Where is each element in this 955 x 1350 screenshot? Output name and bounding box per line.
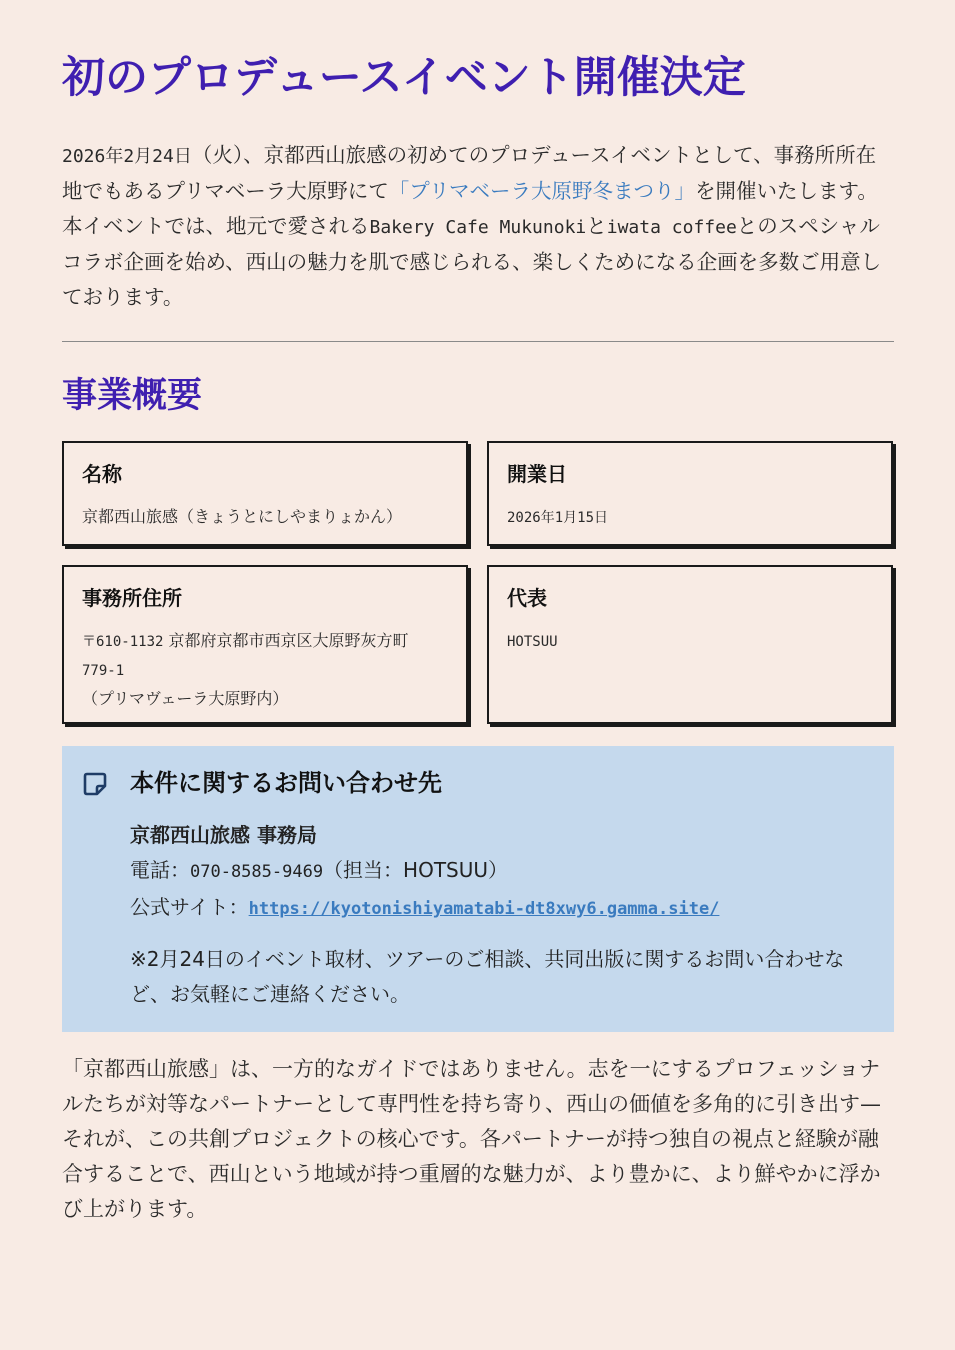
info-card-representative [487, 565, 893, 724]
section-divider [62, 341, 894, 342]
address-text: 京都府京都市西京区大原野灰方町 [168, 631, 409, 650]
intro-text-4: とのスペシャルコラボ企画を始め、西山の魅力を肌で感じられる、楽しくためになる企画を多数ご用意しております。 [62, 214, 882, 309]
card-value: 京都西山旅感（きょうとにしやまりょかん） [82, 507, 403, 526]
contact-office: 京都西山旅感 事務局 [130, 823, 317, 847]
intro-text-2: を開催いたします。本イベントでは、地元で愛される [62, 179, 878, 238]
phone-label: 電話： [130, 858, 190, 882]
info-card-opening-date [487, 441, 893, 546]
phone-number[interactable]: 070-8585-9469 [190, 862, 324, 882]
overview-heading: 事業概要 [62, 376, 203, 416]
phone-contact-person: （担当：HOTSUU） [323, 858, 509, 882]
partner-bakery: Bakery Cafe Mukunoki [369, 217, 587, 238]
address-number: 779-1 [82, 663, 125, 679]
event-name-link[interactable]: 「プリマベーラ大原野冬まつり」 [388, 179, 696, 203]
contact-note: ※2月24日のイベント取材、ツアーのご相談、共同出版に関するお問い合わせなど、お気軽にご連絡ください。 [130, 947, 845, 1006]
partner-coffee: iwata coffee [606, 217, 737, 238]
card-label: 事務所住所 [82, 586, 182, 610]
intro-date: 2026年2月24日 [62, 146, 192, 167]
closing-paragraph: 「京都西山旅感」は、一方的なガイドではありません。志を一にするプロフェッショナルたちが対等なパートナーとして専門性を持ち寄り、西山の価値を多角的に引き出す—それが、この共創プロジェクトの核心です。各パートナーが持つ独自の視点と経験が融合することで、西山という地域が持つ重層的な魅力が、より豊かに、より鮮やかに浮かび上がります。 [62, 1057, 881, 1221]
card-value: HOTSUU [507, 634, 558, 650]
page-title: 初のプロデュースイベント開催決定 [62, 53, 746, 103]
card-value: 2026年1月15日 [507, 510, 609, 526]
card-label: 代表 [507, 586, 547, 610]
official-site-link[interactable]: https://kyotonishiyamatabi-dt8xwy6.gamma.site/ [248, 899, 720, 919]
contact-callout [62, 746, 894, 1032]
info-card-address [62, 565, 468, 724]
card-label: 開業日 [507, 462, 567, 486]
intro-text-1: （火）、京都西山旅感の初めてのプロデュースイベントとして、事務所所在地でもあるプリマベーラ大原野にて [62, 143, 877, 203]
intro-paragraph [62, 138, 894, 315]
contact-phone-line [130, 853, 870, 890]
contact-heading: 本件に関するお問い合わせ先 [130, 769, 442, 797]
site-label: 公式サイト： [130, 895, 249, 919]
info-card-name [62, 441, 468, 546]
card-label: 名称 [82, 462, 122, 486]
intro-text-3: と [586, 214, 607, 238]
contact-site-line [130, 890, 870, 927]
contact-details [130, 818, 870, 1012]
postal-code: 〒610-1132 [82, 634, 164, 650]
note-icon [82, 771, 108, 797]
address-note: （プリマヴェーラ大原野内） [82, 689, 289, 708]
